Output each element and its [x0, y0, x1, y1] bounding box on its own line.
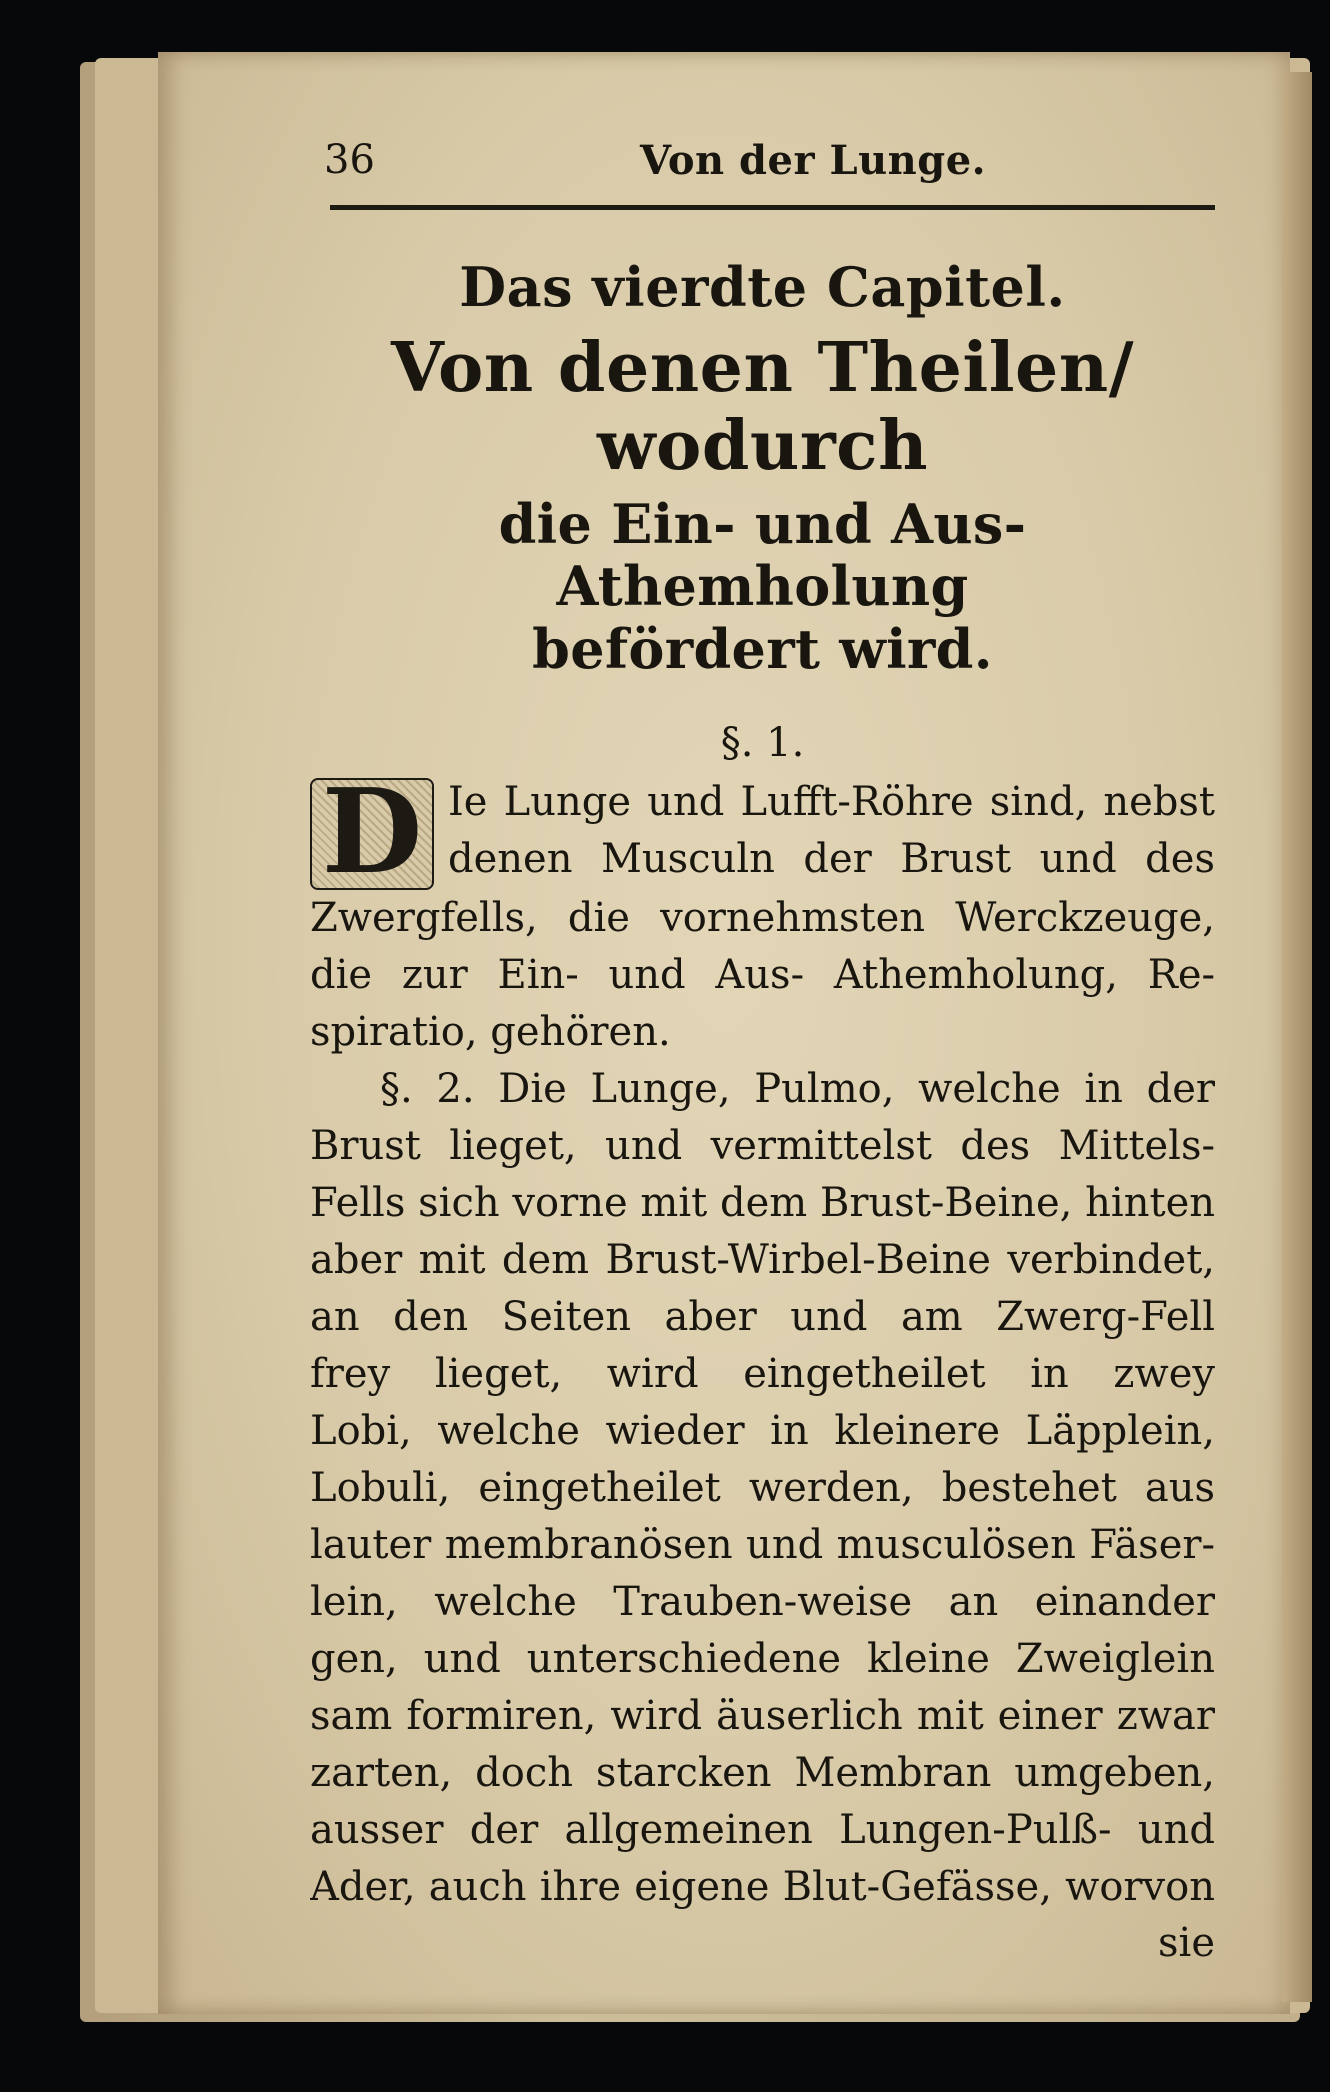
text-line: frey lieget, wird eingetheilet in zwey [310, 1350, 1215, 1397]
catchword: sie [1158, 1919, 1215, 1966]
text-line: zarten, doch starcken Membran umgeben, [310, 1749, 1215, 1796]
text-line: sam formiren, wird äuserlich mit einer zwar [310, 1692, 1215, 1739]
paragraph-2 [310, 1061, 1215, 1916]
text-line: lein, welche Trauben-weise an einander [310, 1578, 1215, 1625]
page-number: 36 [324, 137, 375, 183]
text-line: an den Seiten aber und am Zwerg-Fell [310, 1293, 1215, 1340]
text-line: gen, und unterschiedene kleine Zweiglein [310, 1635, 1215, 1682]
text-line: Ie Lunge und Lufft-Röhre sind, nebst [448, 778, 1215, 825]
text-line: lauter membranösen und musculösen Fäser- [310, 1521, 1215, 1568]
chapter-title-line: Von denen Theilen/ wodurch [390, 328, 1135, 487]
text-line: Ader, auch ihre eigene Blut-Gefässe, worvon [310, 1863, 1215, 1910]
header-rule [330, 205, 1215, 210]
chapter-label: Das vierdte Capitel. [459, 255, 1066, 319]
text-line: Lobuli, eingetheilet werden, bestehet aus [310, 1464, 1215, 1511]
text-line: die zur Ein- und Aus- Athemholung, Re- [310, 951, 1215, 998]
chapter-title [310, 329, 1215, 680]
text-line: aber mit dem Brust-Wirbel-Beine verbindet, [310, 1236, 1215, 1283]
paragraph-1 [310, 763, 1215, 1061]
text-line: denen Musculn der Brust und des [448, 835, 1215, 882]
text-line: Fells sich vorne mit dem Brust-Beine, hinten [310, 1179, 1215, 1226]
running-head [310, 125, 1215, 195]
text-line: spiratio, gehören. [310, 1008, 671, 1055]
gutter-edge [1282, 72, 1312, 2002]
text-line: §. 2. Die Lunge, Pulmo, welche in der [380, 1065, 1215, 1112]
running-title: Von der Lunge. [640, 137, 987, 184]
text-block [310, 125, 1215, 1966]
text-line: ausser der allgemeinen Lungen-Pulß- und [310, 1806, 1215, 1853]
chapter-title-line: die Ein- und Aus-Athemholung [498, 492, 1027, 619]
text-line: Brust lieget, und vermittelst des Mittels- [310, 1122, 1215, 1169]
drop-cap: D [310, 778, 434, 890]
text-line: Zwergfells, die vornehmsten Werckzeuge, [310, 894, 1215, 941]
chapter-title-line: befördert wird. [532, 616, 993, 681]
section-mark: §. 1. [720, 719, 805, 766]
text-line: Lobi, welche wieder in kleinere Läpplein, [310, 1407, 1215, 1454]
